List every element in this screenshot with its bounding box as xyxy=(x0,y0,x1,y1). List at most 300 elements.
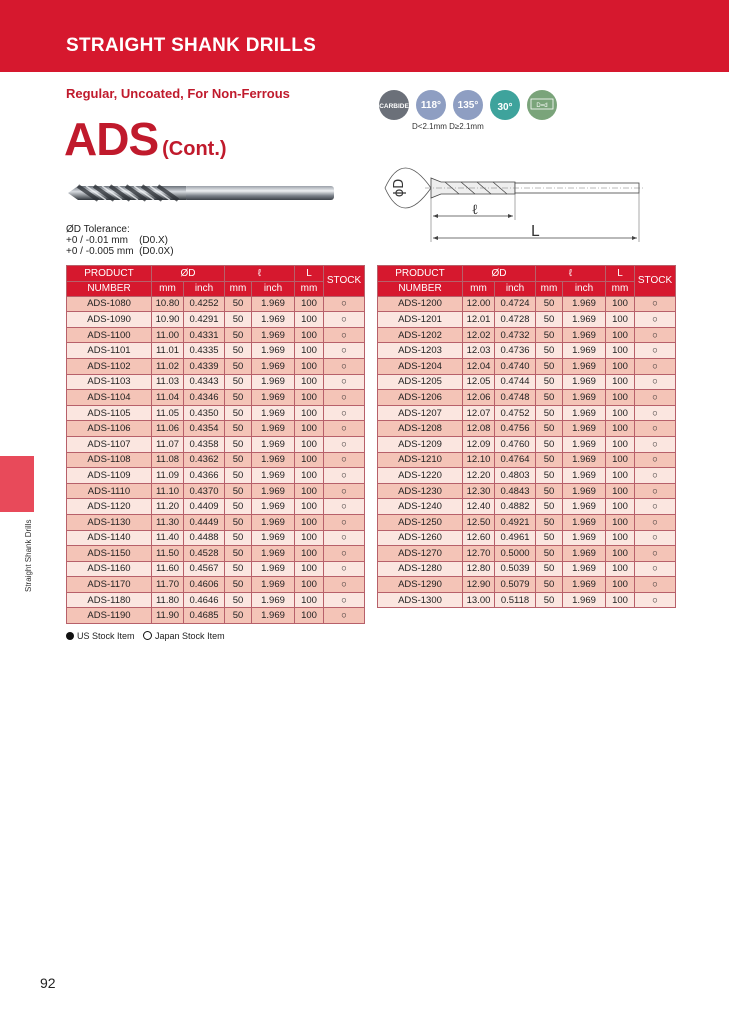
cell-od-mm: 12.05 xyxy=(463,374,495,390)
cell-product-number: ADS-1209 xyxy=(378,436,463,452)
cell-L-mm: 100 xyxy=(295,468,324,484)
cell-od-inch: 0.4764 xyxy=(495,452,536,468)
cell-ell-inch: 1.969 xyxy=(563,468,606,484)
table-row xyxy=(378,390,676,406)
cell-od-inch: 0.4646 xyxy=(184,592,225,608)
cell-od-mm: 12.01 xyxy=(463,312,495,328)
page-title: STRAIGHT SHANK DRILLS xyxy=(66,35,317,56)
cell-ell-mm: 50 xyxy=(225,421,252,437)
cell-od-mm: 11.03 xyxy=(152,374,184,390)
us-stock-icon xyxy=(66,632,74,640)
japan-stock-icon xyxy=(143,631,152,640)
cell-od-inch: 0.4331 xyxy=(184,327,225,343)
cell-L-mm: 100 xyxy=(295,374,324,390)
legend-japan: Japan Stock Item xyxy=(155,631,225,641)
cell-ell-inch: 1.969 xyxy=(563,405,606,421)
cell-L-mm: 100 xyxy=(606,405,635,421)
table-row xyxy=(67,327,365,343)
cell-od-mm: 12.02 xyxy=(463,327,495,343)
cell-stock: ○ xyxy=(324,530,365,546)
cell-ell-mm: 50 xyxy=(225,343,252,359)
cell-od-inch: 0.4756 xyxy=(495,421,536,437)
cell-product-number: ADS-1103 xyxy=(67,374,152,390)
subtitle: Regular, Uncoated, For Non-Ferrous xyxy=(66,86,290,101)
table-row xyxy=(378,514,676,530)
page-number: 92 xyxy=(40,975,56,991)
cell-ell-mm: 50 xyxy=(225,546,252,562)
cell-ell-mm: 50 xyxy=(225,374,252,390)
point-angle-135-badge xyxy=(453,90,483,120)
table-row xyxy=(378,343,676,359)
cell-ell-inch: 1.969 xyxy=(252,483,295,499)
cell-product-number: ADS-1201 xyxy=(378,312,463,328)
cell-od-mm: 11.01 xyxy=(152,343,184,359)
tolerance-note xyxy=(66,224,174,257)
cell-stock: ○ xyxy=(635,546,676,562)
cell-ell-inch: 1.969 xyxy=(252,592,295,608)
cell-od-mm: 12.30 xyxy=(463,483,495,499)
header-ell-mm: mm xyxy=(225,281,252,296)
cell-stock: ○ xyxy=(635,436,676,452)
cell-product-number: ADS-1260 xyxy=(378,530,463,546)
table-row xyxy=(67,452,365,468)
cell-product-number: ADS-1101 xyxy=(67,343,152,359)
table-row xyxy=(67,296,365,312)
table-row xyxy=(378,405,676,421)
cell-od-inch: 0.4736 xyxy=(495,343,536,359)
cell-od-mm: 12.07 xyxy=(463,405,495,421)
cell-stock: ○ xyxy=(635,374,676,390)
cell-ell-mm: 50 xyxy=(536,530,563,546)
cell-od-inch: 0.5079 xyxy=(495,577,536,593)
cell-od-inch: 0.4346 xyxy=(184,390,225,406)
table-row xyxy=(378,561,676,577)
cell-stock: ○ xyxy=(324,327,365,343)
cell-od-inch: 0.4449 xyxy=(184,514,225,530)
cell-ell-inch: 1.969 xyxy=(563,592,606,608)
table-row xyxy=(67,592,365,608)
cell-ell-mm: 50 xyxy=(225,452,252,468)
cell-L-mm: 100 xyxy=(295,358,324,374)
cell-ell-inch: 1.969 xyxy=(252,374,295,390)
stock-legend xyxy=(66,631,225,641)
cell-product-number: ADS-1300 xyxy=(378,592,463,608)
table-row xyxy=(378,327,676,343)
cell-ell-inch: 1.969 xyxy=(563,530,606,546)
cell-ell-inch: 1.969 xyxy=(563,358,606,374)
cell-ell-mm: 50 xyxy=(536,327,563,343)
svg-text:30°: 30° xyxy=(497,102,513,113)
table-row xyxy=(378,452,676,468)
table-row xyxy=(67,608,365,624)
cell-stock: ○ xyxy=(635,327,676,343)
table-row xyxy=(67,405,365,421)
cell-od-inch: 0.4740 xyxy=(495,358,536,374)
cell-stock: ○ xyxy=(324,390,365,406)
cell-product-number: ADS-1230 xyxy=(378,483,463,499)
carbide-badge xyxy=(379,90,409,120)
table-row xyxy=(378,421,676,437)
cell-ell-inch: 1.969 xyxy=(252,499,295,515)
cell-od-mm: 10.90 xyxy=(152,312,184,328)
cell-L-mm: 100 xyxy=(295,608,324,624)
overall-length-label: L xyxy=(530,222,540,240)
cell-ell-inch: 1.969 xyxy=(563,561,606,577)
cell-od-inch: 0.4567 xyxy=(184,561,225,577)
cell-ell-mm: 50 xyxy=(225,561,252,577)
cell-product-number: ADS-1220 xyxy=(378,468,463,484)
header-stock: STOCK xyxy=(635,266,676,297)
cell-od-inch: 0.4362 xyxy=(184,452,225,468)
cell-od-inch: 0.4685 xyxy=(184,608,225,624)
header-od: ØD xyxy=(152,266,225,282)
cell-L-mm: 100 xyxy=(606,468,635,484)
cell-L-mm: 100 xyxy=(606,499,635,515)
cell-product-number: ADS-1180 xyxy=(67,592,152,608)
cell-od-inch: 0.4606 xyxy=(184,577,225,593)
cell-od-mm: 12.04 xyxy=(463,358,495,374)
cell-ell-mm: 50 xyxy=(536,499,563,515)
cell-stock: ○ xyxy=(635,343,676,359)
cell-stock: ○ xyxy=(635,390,676,406)
cell-od-inch: 0.4358 xyxy=(184,436,225,452)
cell-product-number: ADS-1104 xyxy=(67,390,152,406)
flute-length-label: ℓ xyxy=(471,202,479,218)
cell-ell-mm: 50 xyxy=(536,390,563,406)
cell-od-inch: 0.4354 xyxy=(184,421,225,437)
cell-od-inch: 0.4528 xyxy=(184,546,225,562)
header-L: L xyxy=(606,266,635,282)
cell-L-mm: 100 xyxy=(606,358,635,374)
cell-ell-mm: 50 xyxy=(225,436,252,452)
cell-stock: ○ xyxy=(324,296,365,312)
cell-L-mm: 100 xyxy=(606,530,635,546)
cell-ell-inch: 1.969 xyxy=(563,421,606,437)
cell-stock: ○ xyxy=(324,343,365,359)
cell-product-number: ADS-1160 xyxy=(67,561,152,577)
cell-product-number: ADS-1270 xyxy=(378,546,463,562)
svg-text:135°: 135° xyxy=(457,100,479,111)
cell-od-inch: 0.4921 xyxy=(495,514,536,530)
cell-ell-inch: 1.969 xyxy=(563,390,606,406)
cell-od-inch: 0.4339 xyxy=(184,358,225,374)
cell-L-mm: 100 xyxy=(295,561,324,577)
legend-us: US Stock Item xyxy=(77,631,135,641)
cell-L-mm: 100 xyxy=(606,421,635,437)
shank-equal-badge xyxy=(527,90,557,120)
table-row xyxy=(67,390,365,406)
cell-product-number: ADS-1205 xyxy=(378,374,463,390)
cell-od-inch: 0.4366 xyxy=(184,468,225,484)
cell-stock: ○ xyxy=(635,421,676,437)
table-row xyxy=(67,546,365,562)
cell-stock: ○ xyxy=(324,483,365,499)
tolerance-heading: ØD Tolerance: xyxy=(66,224,130,235)
cell-ell-mm: 50 xyxy=(536,343,563,359)
cell-ell-mm: 50 xyxy=(225,312,252,328)
cell-ell-mm: 50 xyxy=(536,514,563,530)
cell-product-number: ADS-1108 xyxy=(67,452,152,468)
table-row xyxy=(378,592,676,608)
cell-ell-mm: 50 xyxy=(536,561,563,577)
cell-stock: ○ xyxy=(324,312,365,328)
header-ell: ℓ xyxy=(225,266,295,282)
tolerance-line-1: +0 / -0.01 mm (D0.X) xyxy=(66,235,168,246)
cell-L-mm: 100 xyxy=(295,592,324,608)
cell-od-mm: 12.70 xyxy=(463,546,495,562)
cell-ell-inch: 1.969 xyxy=(252,468,295,484)
cell-od-inch: 0.5000 xyxy=(495,546,536,562)
cell-L-mm: 100 xyxy=(295,499,324,515)
svg-text:CARBIDE: CARBIDE xyxy=(379,103,409,110)
cell-L-mm: 100 xyxy=(606,546,635,562)
cell-L-mm: 100 xyxy=(295,577,324,593)
cell-od-mm: 11.10 xyxy=(152,483,184,499)
cell-od-mm: 11.09 xyxy=(152,468,184,484)
table-row xyxy=(378,530,676,546)
cell-od-inch: 0.4803 xyxy=(495,468,536,484)
table-row xyxy=(67,577,365,593)
table-row xyxy=(67,343,365,359)
cell-stock: ○ xyxy=(324,468,365,484)
header-number: NUMBER xyxy=(67,281,152,296)
cell-od-mm: 11.30 xyxy=(152,514,184,530)
cell-ell-inch: 1.969 xyxy=(252,327,295,343)
cell-od-inch: 0.4409 xyxy=(184,499,225,515)
table-row xyxy=(378,483,676,499)
cell-L-mm: 100 xyxy=(606,577,635,593)
cell-ell-mm: 50 xyxy=(536,374,563,390)
cell-stock: ○ xyxy=(635,577,676,593)
cell-od-mm: 11.40 xyxy=(152,530,184,546)
table-row xyxy=(378,436,676,452)
cell-od-mm: 11.00 xyxy=(152,327,184,343)
cell-stock: ○ xyxy=(324,452,365,468)
cell-od-mm: 12.40 xyxy=(463,499,495,515)
cell-product-number: ADS-1102 xyxy=(67,358,152,374)
cell-od-mm: 11.02 xyxy=(152,358,184,374)
cell-L-mm: 100 xyxy=(606,452,635,468)
svg-text:118°: 118° xyxy=(420,100,442,111)
cell-od-mm: 12.90 xyxy=(463,577,495,593)
cell-ell-mm: 50 xyxy=(536,421,563,437)
cell-product-number: ADS-1105 xyxy=(67,405,152,421)
cell-ell-inch: 1.969 xyxy=(563,343,606,359)
cell-ell-mm: 50 xyxy=(225,390,252,406)
cell-od-mm: 11.50 xyxy=(152,546,184,562)
svg-text:D=d: D=d xyxy=(536,103,548,109)
header-ell: ℓ xyxy=(536,266,606,282)
cell-od-inch: 0.5039 xyxy=(495,561,536,577)
cell-stock: ○ xyxy=(635,592,676,608)
feature-badges xyxy=(378,88,564,122)
header-od-inch: inch xyxy=(495,281,536,296)
cell-od-mm: 12.06 xyxy=(463,390,495,406)
cell-stock: ○ xyxy=(635,483,676,499)
cell-stock: ○ xyxy=(324,577,365,593)
cell-od-mm: 12.20 xyxy=(463,468,495,484)
cell-ell-mm: 50 xyxy=(536,592,563,608)
table-row xyxy=(67,358,365,374)
cell-product-number: ADS-1203 xyxy=(378,343,463,359)
cell-ell-mm: 50 xyxy=(225,514,252,530)
cell-L-mm: 100 xyxy=(606,343,635,359)
cell-ell-inch: 1.969 xyxy=(563,296,606,312)
cell-L-mm: 100 xyxy=(295,436,324,452)
spec-table-right xyxy=(377,265,676,608)
cell-product-number: ADS-1208 xyxy=(378,421,463,437)
cell-product-number: ADS-1210 xyxy=(378,452,463,468)
cell-L-mm: 100 xyxy=(606,436,635,452)
cell-product-number: ADS-1110 xyxy=(67,483,152,499)
series-name: ADS xyxy=(64,113,159,165)
cell-ell-inch: 1.969 xyxy=(252,312,295,328)
cell-stock: ○ xyxy=(324,405,365,421)
cell-stock: ○ xyxy=(324,374,365,390)
cell-od-mm: 12.10 xyxy=(463,452,495,468)
table-row xyxy=(378,374,676,390)
cell-od-mm: 11.70 xyxy=(152,577,184,593)
cell-ell-mm: 50 xyxy=(536,546,563,562)
cell-ell-inch: 1.969 xyxy=(252,608,295,624)
cell-ell-mm: 50 xyxy=(536,296,563,312)
cell-product-number: ADS-1106 xyxy=(67,421,152,437)
cell-od-mm: 12.50 xyxy=(463,514,495,530)
cell-ell-mm: 50 xyxy=(225,608,252,624)
cell-od-inch: 0.4343 xyxy=(184,374,225,390)
cell-L-mm: 100 xyxy=(295,530,324,546)
cell-product-number: ADS-1130 xyxy=(67,514,152,530)
cell-ell-inch: 1.969 xyxy=(252,358,295,374)
cell-L-mm: 100 xyxy=(606,312,635,328)
cell-stock: ○ xyxy=(324,421,365,437)
header-od-mm: mm xyxy=(463,281,495,296)
cell-stock: ○ xyxy=(635,452,676,468)
spec-table-left xyxy=(66,265,365,624)
cell-od-inch: 0.4744 xyxy=(495,374,536,390)
cell-od-inch: 0.4961 xyxy=(495,530,536,546)
header-product: PRODUCT xyxy=(378,266,463,282)
cell-stock: ○ xyxy=(324,514,365,530)
cell-od-mm: 12.08 xyxy=(463,421,495,437)
cell-L-mm: 100 xyxy=(295,327,324,343)
cell-ell-mm: 50 xyxy=(225,530,252,546)
helix-30-badge xyxy=(490,90,520,120)
cell-product-number: ADS-1170 xyxy=(67,577,152,593)
cell-L-mm: 100 xyxy=(606,390,635,406)
table-row xyxy=(67,483,365,499)
cell-od-inch: 0.4488 xyxy=(184,530,225,546)
cell-ell-inch: 1.969 xyxy=(563,514,606,530)
cell-ell-mm: 50 xyxy=(536,452,563,468)
cell-ell-inch: 1.969 xyxy=(563,577,606,593)
cell-od-inch: 0.4732 xyxy=(495,327,536,343)
table-row xyxy=(378,468,676,484)
drill-photo xyxy=(64,180,336,206)
diameter-label: ϕD xyxy=(392,178,407,198)
cell-L-mm: 100 xyxy=(295,452,324,468)
cell-product-number: ADS-1200 xyxy=(378,296,463,312)
table-row xyxy=(67,514,365,530)
cell-L-mm: 100 xyxy=(606,327,635,343)
cell-od-inch: 0.4350 xyxy=(184,405,225,421)
cell-stock: ○ xyxy=(324,499,365,515)
header-L-mm: mm xyxy=(295,281,324,296)
badge-note: D<2.1mm D≥2.1mm xyxy=(412,122,484,131)
cell-od-inch: 0.4752 xyxy=(495,405,536,421)
cell-stock: ○ xyxy=(635,405,676,421)
cell-product-number: ADS-1204 xyxy=(378,358,463,374)
cell-od-mm: 11.80 xyxy=(152,592,184,608)
cell-od-mm: 11.60 xyxy=(152,561,184,577)
cell-ell-mm: 50 xyxy=(536,468,563,484)
cell-od-inch: 0.4252 xyxy=(184,296,225,312)
cell-product-number: ADS-1120 xyxy=(67,499,152,515)
cell-stock: ○ xyxy=(635,561,676,577)
cell-ell-mm: 50 xyxy=(536,577,563,593)
cell-ell-inch: 1.969 xyxy=(252,436,295,452)
table-row xyxy=(378,312,676,328)
cell-stock: ○ xyxy=(324,546,365,562)
header-od: ØD xyxy=(463,266,536,282)
cell-od-mm: 12.00 xyxy=(463,296,495,312)
section-tab xyxy=(0,456,34,512)
cell-od-inch: 0.4335 xyxy=(184,343,225,359)
cell-L-mm: 100 xyxy=(606,296,635,312)
cell-od-mm: 12.80 xyxy=(463,561,495,577)
cell-ell-mm: 50 xyxy=(225,577,252,593)
cell-stock: ○ xyxy=(635,499,676,515)
table-row xyxy=(378,577,676,593)
cell-ell-inch: 1.969 xyxy=(252,546,295,562)
cell-L-mm: 100 xyxy=(295,312,324,328)
cell-L-mm: 100 xyxy=(606,561,635,577)
cell-product-number: ADS-1280 xyxy=(378,561,463,577)
cell-ell-inch: 1.969 xyxy=(252,343,295,359)
cell-stock: ○ xyxy=(324,561,365,577)
point-angle-118-badge xyxy=(416,90,446,120)
cell-stock: ○ xyxy=(635,296,676,312)
cell-od-mm: 12.03 xyxy=(463,343,495,359)
header-L: L xyxy=(295,266,324,282)
cell-od-inch: 0.4748 xyxy=(495,390,536,406)
header-L-mm: mm xyxy=(606,281,635,296)
cell-od-mm: 12.60 xyxy=(463,530,495,546)
cell-ell-inch: 1.969 xyxy=(252,296,295,312)
table-row xyxy=(67,561,365,577)
cell-ell-mm: 50 xyxy=(225,468,252,484)
cell-od-inch: 0.4724 xyxy=(495,296,536,312)
cell-product-number: ADS-1206 xyxy=(378,390,463,406)
table-row xyxy=(67,374,365,390)
cell-product-number: ADS-1250 xyxy=(378,514,463,530)
cell-ell-inch: 1.969 xyxy=(563,483,606,499)
cell-ell-mm: 50 xyxy=(225,499,252,515)
cell-ell-inch: 1.969 xyxy=(563,546,606,562)
cell-product-number: ADS-1100 xyxy=(67,327,152,343)
cell-product-number: ADS-1190 xyxy=(67,608,152,624)
cell-L-mm: 100 xyxy=(606,374,635,390)
cell-ell-mm: 50 xyxy=(225,358,252,374)
table-row xyxy=(378,546,676,562)
cell-ell-mm: 50 xyxy=(536,436,563,452)
cell-od-mm: 11.05 xyxy=(152,405,184,421)
header-bar xyxy=(0,0,729,72)
header-ell-inch: inch xyxy=(252,281,295,296)
cell-stock: ○ xyxy=(635,358,676,374)
cell-stock: ○ xyxy=(324,592,365,608)
table-row xyxy=(67,468,365,484)
